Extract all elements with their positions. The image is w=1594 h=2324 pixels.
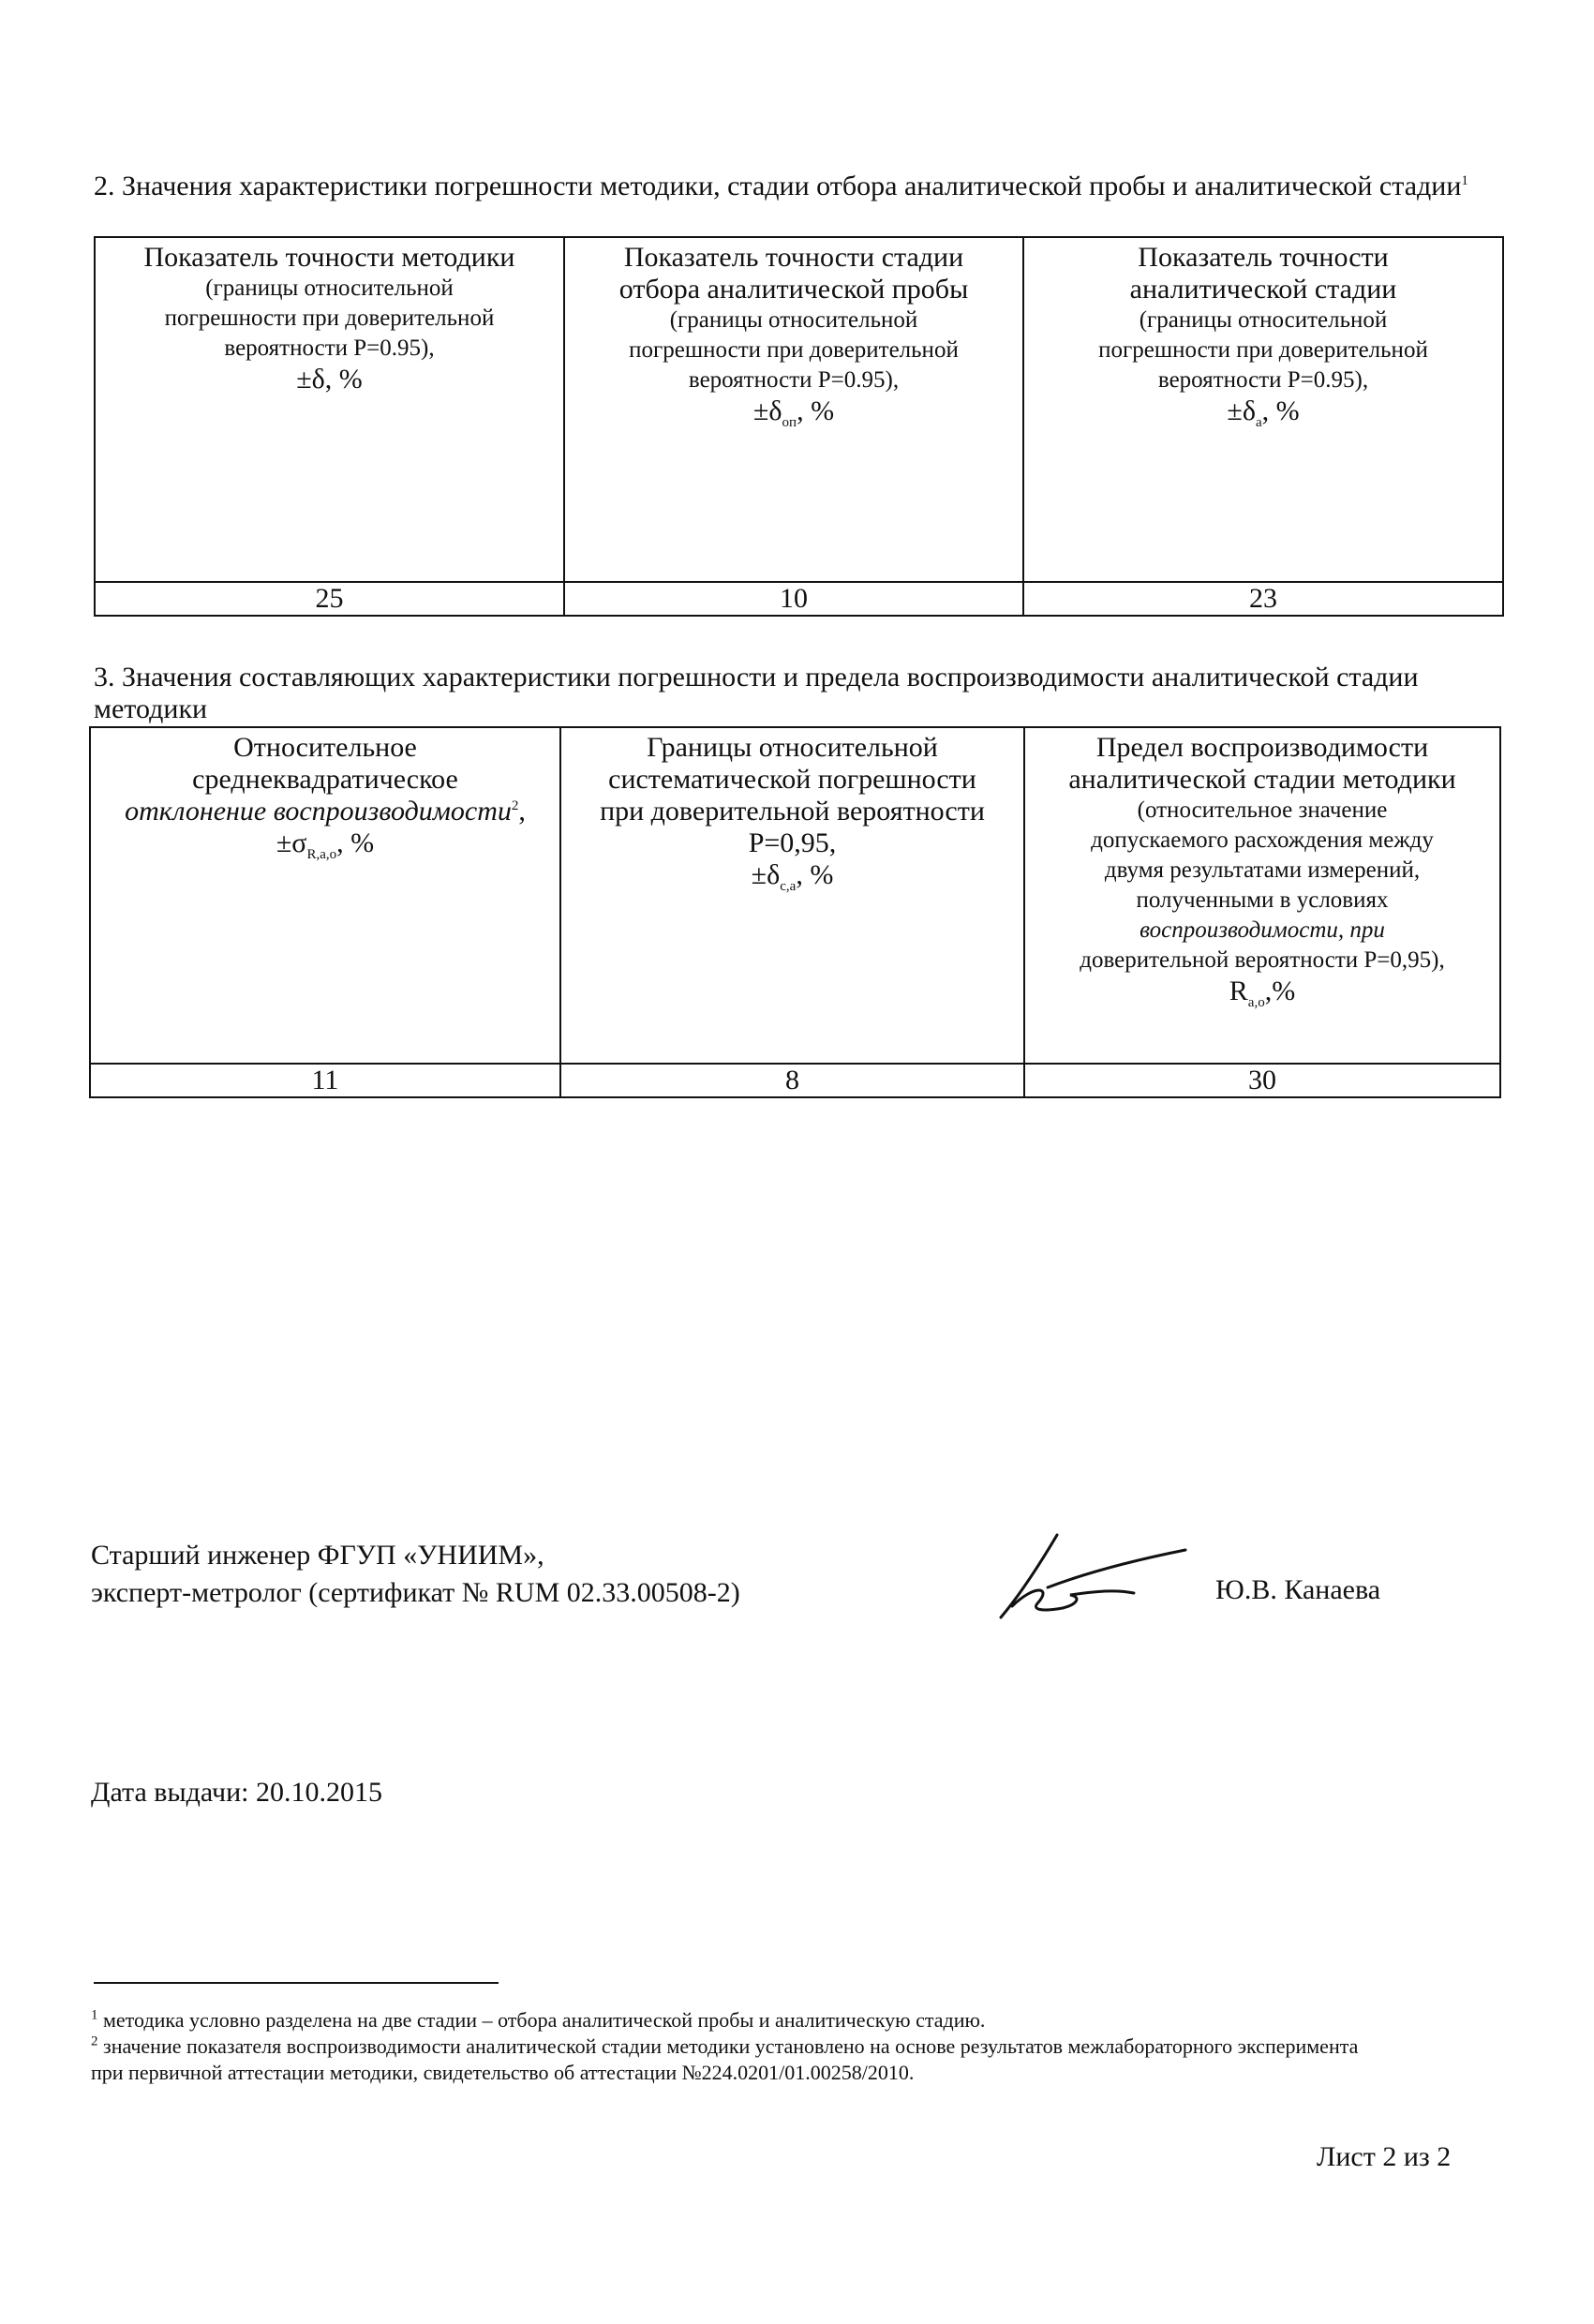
header-cell-reproducibility-limit: Предел воспроизводимости аналитической стадии методики (относительное значение допускаемого расхождения между двумя результатами измерений, полученными в условиях воспроизводимости, при доверительной вероятности P=0,95), $R_{а,о},\%$ xyxy=(1024,727,1500,1064)
value-cell-method-accuracy: 25 xyxy=(95,582,564,616)
section-3-heading: 3. Значения составляющих характеристики погрешности и предела воспроизводимости аналитической стадии методики xyxy=(94,662,1419,724)
issue-date: Дата выдачи: 20.10.2015 xyxy=(91,1777,382,1808)
handwritten-signature xyxy=(984,1518,1209,1631)
header-cell-analytical-accuracy: Показатель точности аналитической стадии (границы относительной погрешности при доверительной вероятности P=0.95), $\pm\delta_а$, % xyxy=(1023,237,1503,582)
page-number: Лист 2 из 2 xyxy=(1317,2141,1452,2172)
signer-position-line-1: Старший инженер ФГУП «УНИИМ», xyxy=(91,1540,544,1571)
value-cell-analytical-accuracy: 23 xyxy=(1023,582,1503,616)
header-cell-reproducibility-deviation: Относительное среднеквадратическое отклонение воспроизводимости$^2$, $\pm\sigma_{R,а,о}$, % xyxy=(90,727,560,1064)
footnote-2: $^2$ значение показателя воспроизводимости аналитической стадии методики установлено на основе результатов межлабораторного эксперимента при первичной аттестации методики, свидетельство об аттестации №224.0201/01.00258/2010. xyxy=(91,2034,1359,2084)
signer-position-line-2: эксперт-метролог (сертификат № RUM 02.33.00508-2) xyxy=(91,1577,740,1608)
value-cell-sampling-accuracy: 10 xyxy=(564,582,1023,616)
signer-position xyxy=(91,1537,740,1612)
section-2-heading: 2. Значения характеристики погрешности методики, стадии отбора аналитической пробы и аналитической стадии$^1$ xyxy=(94,171,1468,201)
footnote-divider xyxy=(94,1982,499,1984)
signer-name: Ю.В. Канаева xyxy=(1215,1574,1381,1605)
accuracy-table xyxy=(94,236,1504,617)
header-cell-systematic-error: Границы относительной систематической погрешности при доверительной вероятности P=0,95, $\pm\delta_{с,а}$, % xyxy=(560,727,1024,1064)
footnotes xyxy=(91,2007,1384,2086)
footnote-1: $^1$ методика условно разделена на две стадии – отбора аналитической пробы и аналитическую стадию. xyxy=(91,2007,986,2032)
header-cell-method-accuracy: Показатель точности методики (границы относительной погрешности при доверительной вероятности P=0.95), ±δ, % xyxy=(95,237,564,582)
value-cell-systematic-error: 8 xyxy=(560,1064,1024,1097)
value-cell-reproducibility-deviation: 11 xyxy=(90,1064,560,1097)
header-cell-sampling-accuracy: Показатель точности стадии отбора аналитической пробы (границы относительной погрешности при доверительной вероятности P=0.95), $\pm\delta_{оп}$, % xyxy=(564,237,1023,582)
components-table xyxy=(89,726,1501,1098)
value-cell-reproducibility-limit: 30 xyxy=(1024,1064,1500,1097)
